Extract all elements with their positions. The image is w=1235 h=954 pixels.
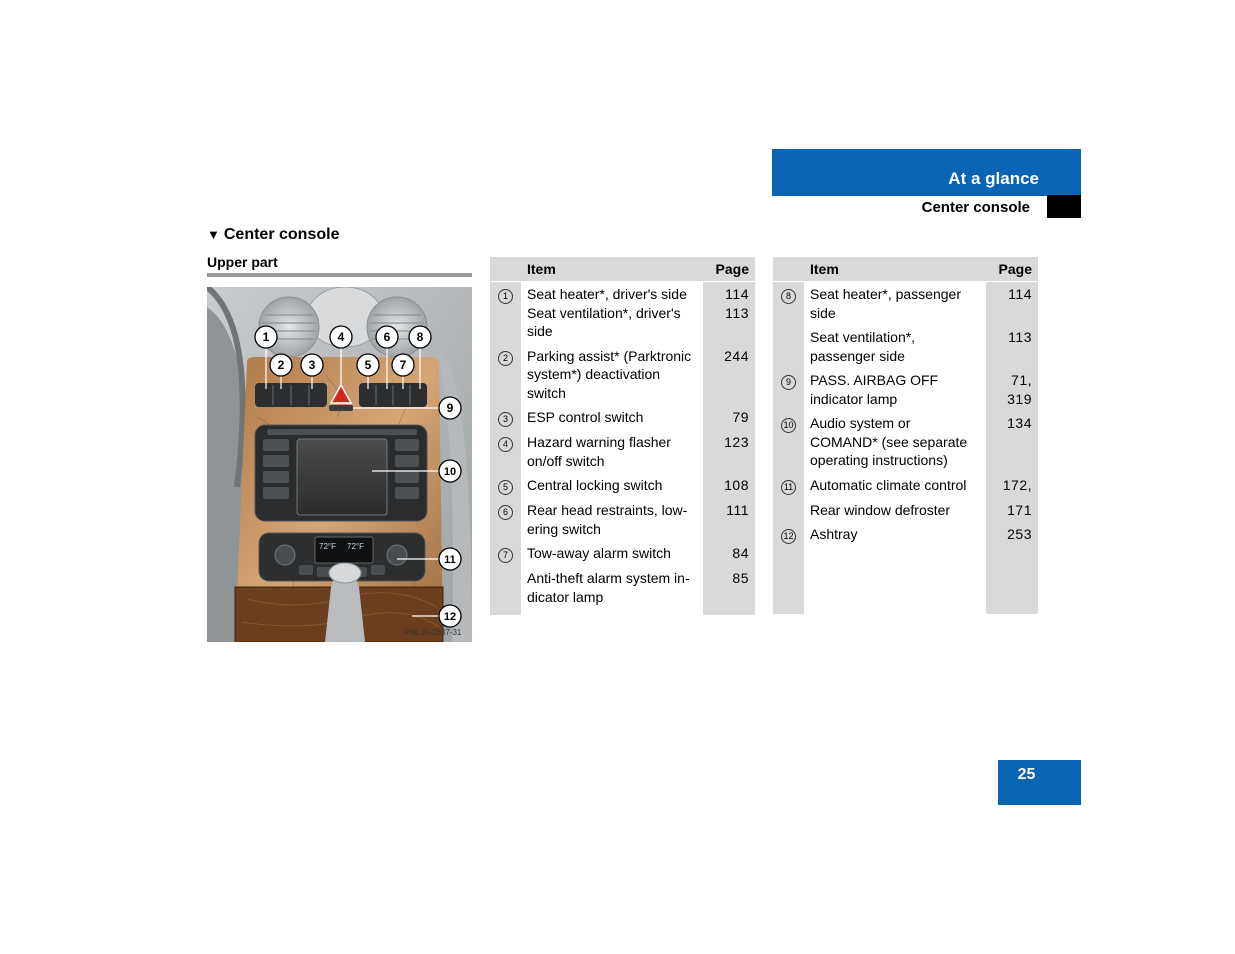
item-description: Automatic climate control [804, 473, 986, 498]
table-header-row [773, 257, 1038, 282]
item-number-circle: 10 [781, 418, 796, 433]
item-page: 113 [986, 325, 1038, 368]
item-number [490, 430, 521, 473]
table-row [773, 368, 1038, 411]
item-number-circle: 3 [498, 412, 513, 427]
item-page: 244 [703, 344, 755, 406]
col-item-header: Item [804, 257, 986, 282]
item-page: 71, 319 [986, 368, 1038, 411]
page-number: 25 [998, 760, 1081, 805]
col-page-header: Page [986, 257, 1038, 282]
item-number [773, 282, 804, 326]
col-page-header: Page [703, 257, 755, 282]
item-description: Hazard warning flasher on/off switch [521, 430, 703, 473]
item-number [490, 473, 521, 498]
item-number [773, 368, 804, 411]
item-number-circle: 11 [781, 480, 796, 495]
filler-cell [703, 609, 755, 615]
table-row [490, 498, 755, 541]
table-row [773, 498, 1038, 523]
callout-1: 1 [262, 330, 270, 344]
callout-5: 5 [364, 358, 372, 372]
item-number [490, 405, 521, 430]
subsection-label: Center console [921, 199, 1030, 216]
item-number [773, 473, 804, 498]
table-row [490, 344, 755, 406]
callout-6: 6 [383, 330, 391, 344]
item-description: Seat heater*, passenger side [804, 282, 986, 326]
climate-display-left: 72°F [319, 542, 336, 551]
item-description: ESP control switch [521, 405, 703, 430]
callout-2: 2 [277, 358, 285, 372]
table-filler-row [490, 609, 755, 615]
item-description: Tow-away alarm switch [521, 541, 703, 566]
item-description: Seat ventilation*, passenger side [804, 325, 986, 368]
image-code: P68.20-2837-31 [404, 628, 462, 637]
section-heading-text: Center console [223, 226, 340, 243]
table-row [490, 405, 755, 430]
filler-cell [773, 547, 804, 614]
item-page: 114 [986, 282, 1038, 326]
table-row [490, 282, 755, 344]
section-tab-label: At a glance [948, 169, 1039, 188]
callout-10: 10 [443, 466, 457, 478]
item-number [490, 344, 521, 406]
item-description: Audio system or COMAND* (see separate operating instructions) [804, 411, 986, 473]
item-page: 253 [986, 522, 1038, 547]
item-page: 108 [703, 473, 755, 498]
table-filler-row [773, 547, 1038, 614]
subsection-rule [207, 273, 472, 277]
item-page: 123 [703, 430, 755, 473]
item-number-circle: 2 [498, 351, 513, 366]
filler-cell [986, 547, 1038, 614]
item-description: Rear head restraints, low-ering switch [521, 498, 703, 541]
col-item-header: Item [521, 257, 703, 282]
item-description: Rear window defroster [804, 498, 986, 523]
item-number-circle: 8 [781, 289, 796, 304]
item-number [490, 566, 521, 609]
item-description: Anti-theft alarm system in-dicator lamp [521, 566, 703, 609]
item-description: Seat heater*, driver's side Seat ventilation*, driver's side [521, 282, 703, 344]
callout-9: 9 [446, 401, 454, 415]
item-number [773, 498, 804, 523]
item-number [773, 325, 804, 368]
callout-4: 4 [337, 330, 345, 344]
filler-cell [490, 609, 521, 615]
climate-display-right: 72°F [347, 542, 364, 551]
callout-8: 8 [416, 330, 424, 344]
item-number-circle: 12 [781, 529, 796, 544]
item-page: 85 [703, 566, 755, 609]
table-row [490, 430, 755, 473]
item-number [490, 282, 521, 344]
item-number-circle: 9 [781, 375, 796, 390]
item-page: 84 [703, 541, 755, 566]
table-row [490, 473, 755, 498]
subsection-marker [1047, 195, 1081, 218]
table-row [773, 325, 1038, 368]
item-number-circle: 5 [498, 480, 513, 495]
item-number-circle: 7 [498, 548, 513, 563]
callout-12: 12 [443, 611, 457, 623]
table-row [773, 282, 1038, 326]
section-tab [772, 149, 1081, 195]
filler-cell [521, 609, 703, 615]
table-row [773, 522, 1038, 547]
table-row [773, 411, 1038, 473]
triangle-down-icon: ▼ [207, 227, 220, 242]
item-number [490, 541, 521, 566]
filler-cell [804, 547, 986, 614]
item-page: 79 [703, 405, 755, 430]
item-number [773, 522, 804, 547]
items-table-left [490, 257, 755, 615]
table-row [773, 473, 1038, 498]
col-num-header [490, 257, 521, 282]
item-number-circle: 6 [498, 505, 513, 520]
item-number [490, 498, 521, 541]
table-header-row [490, 257, 755, 282]
item-number-circle: 4 [498, 437, 513, 452]
col-num-header [773, 257, 804, 282]
section-tab-rule [772, 195, 1081, 196]
item-page: 171 [986, 498, 1038, 523]
callout-3: 3 [308, 358, 316, 372]
subsection-heading: Upper part [207, 254, 278, 270]
table-row [490, 566, 755, 609]
callout-11: 11 [444, 554, 456, 566]
item-number [773, 411, 804, 473]
item-page: 111 [703, 498, 755, 541]
item-description: Ashtray [804, 522, 986, 547]
items-table-right [773, 257, 1038, 614]
item-description: Central locking switch [521, 473, 703, 498]
item-number-circle: 1 [498, 289, 513, 304]
callout-7: 7 [399, 358, 407, 372]
item-description: PASS. AIRBAG OFF indicator lamp [804, 368, 986, 411]
item-description: Parking assist* (Parktronic system*) deactivation switch [521, 344, 703, 406]
table-row [490, 541, 755, 566]
section-heading [207, 226, 339, 244]
center-console-photo [207, 287, 472, 642]
item-page: 114 113 [703, 282, 755, 344]
item-page: 172, [986, 473, 1038, 498]
item-page: 134 [986, 411, 1038, 473]
